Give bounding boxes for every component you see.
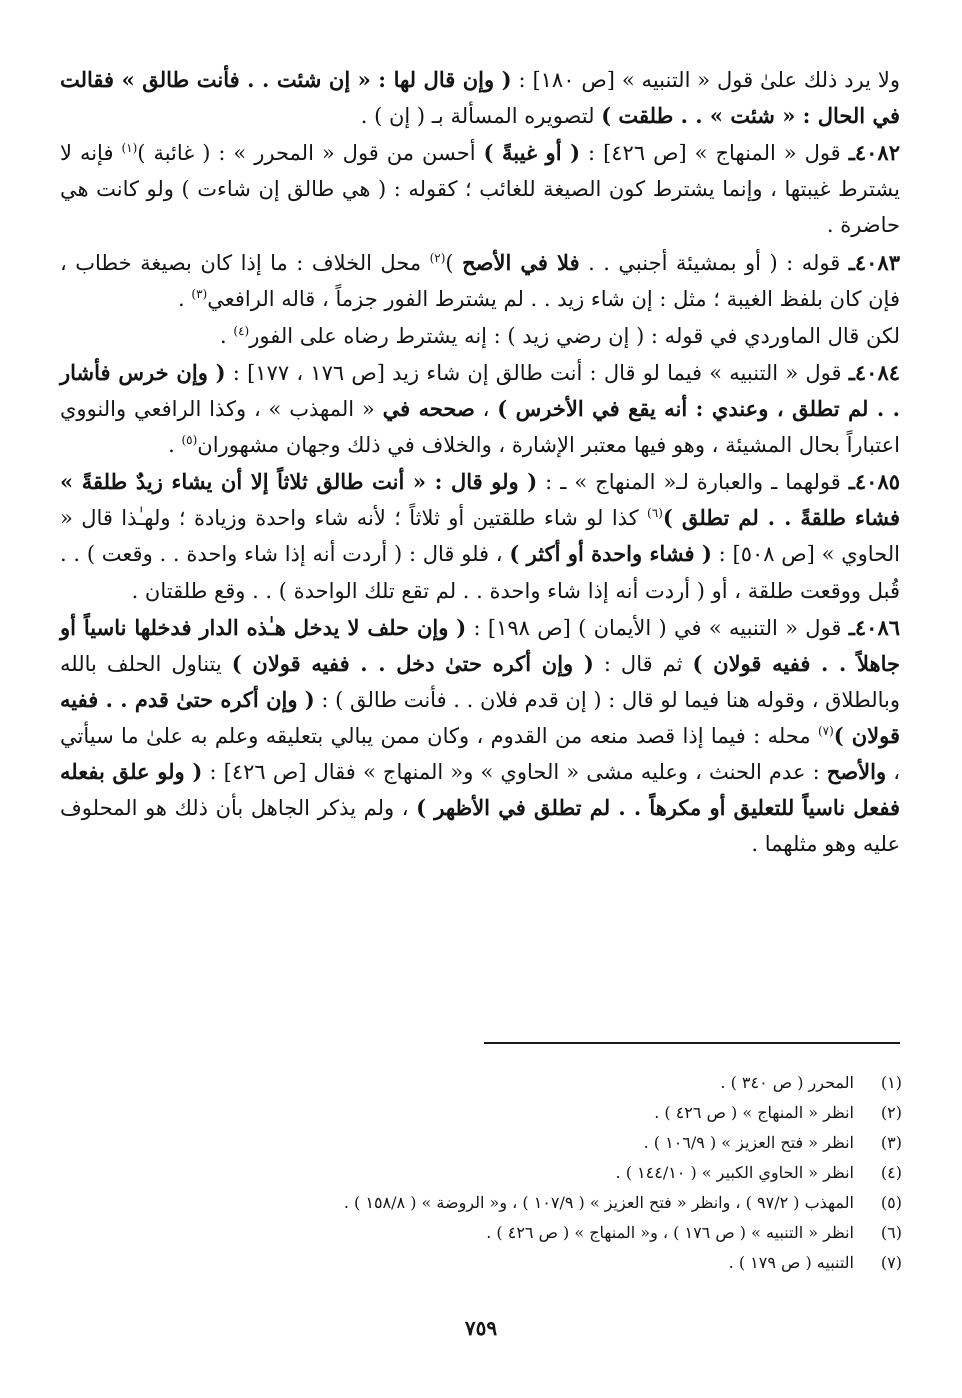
footnote-text: المهذب ( ٩٧/٢ ) ، وانظر « فتح العزيز » ( ١٠٧/٩ ) ، و« الروضة » ( ١٥٨/٨ ) .: [343, 1193, 854, 1212]
paragraph-number: ٤٠٨٢ـ: [848, 140, 900, 166]
footnote-text: انظر « الحاوي الكبير » ( ١٤٤/١٠ ) .: [615, 1163, 854, 1182]
paragraph-4084: [60, 355, 900, 463]
text-run: قول « التنبيه » فيما لو قال : أنت طالق إن شاء زيد [ص ١٧٦ ، ١٧٧] :: [225, 360, 849, 385]
bold-quote: ( وإن خرس فأشار . . لم تطلق ، وعندي : أنه يقع في الأخرس ): [60, 359, 900, 421]
footnote-text: انظر « فتح العزيز » ( ١٠٦/٩ ) .: [643, 1133, 854, 1152]
footnote-item: [62, 1068, 902, 1098]
text-run: ولا يرد ذلك علىٰ قول « التنبيه » [ص ١٨٠] :: [511, 68, 900, 92]
footnote-ref[interactable]: (٢): [429, 250, 446, 265]
footnote-number: (٤): [880, 1163, 902, 1182]
text-run: ،: [474, 396, 498, 421]
footnote-text: انظر « التنبيه » ( ص ١٧٦ ) ، و« المنهاج » ( ص ٤٢٦ ) .: [486, 1223, 854, 1242]
footnote-divider: [484, 1042, 900, 1044]
footnote-item: [62, 1248, 902, 1278]
bold-quote: ( فشاء واحدة أو أكثر ): [509, 541, 712, 567]
text-run: أحسن من قول « المحرر » : ( غائبة ): [137, 141, 484, 166]
bold-quote: ( ولو علق بفعله ففعل ناسياً للتعليق أو مكرهاً . . لم تطلق في الأظهر ): [60, 759, 900, 821]
text-run: ، ولم يذكر الجاهل بأن ذلك هو المحلوف عليه وهو مثلهما .: [60, 796, 900, 857]
footnote-text: التنبيه ( ص ١٧٩ ) .: [728, 1253, 854, 1272]
paragraph-4082: [60, 135, 900, 243]
text-run: ثم قال :: [593, 651, 693, 676]
text-run: .: [178, 286, 192, 311]
text-run: لتصويره المسألة بـ ( إن ) .: [360, 104, 602, 129]
bold-quote: فلا في الأصح: [462, 249, 580, 275]
paragraph-4086: [60, 610, 900, 863]
text-run: يتناول الحلف بالله وبالطلاق ، وقوله هنا فيما لو قال : ( إن قدم فلان . . فأنت طالق ) :: [60, 651, 900, 712]
text-run: قول « المنهاج » [ص ٤٢٦] :: [580, 141, 849, 166]
paragraph-number: ٤٠٨٦ـ: [848, 614, 901, 640]
footnote-ref[interactable]: (١): [121, 141, 138, 156]
paragraph-4083: [60, 245, 900, 317]
text-run: ): [445, 250, 463, 275]
footnote-ref[interactable]: (٤): [233, 323, 250, 338]
text-run: كذا لو شاء طلقتين أو ثلاثاً ؛ لأنه شاء واحدة وزيادة ؛ ولهـٰذا قال « الحاوي » [ص ٥٠٨] :: [60, 506, 900, 567]
page-number: ٧٥٩: [464, 1316, 498, 1340]
footnote-item: [62, 1098, 902, 1128]
footnotes-list: [62, 1068, 902, 1278]
text-run: .: [168, 433, 182, 458]
bold-quote: ( وإن أكره حتىٰ دخل . . ففيه قولان ): [231, 650, 594, 676]
bold-quote: صححه في: [382, 395, 475, 421]
footnote-text: انظر « المنهاج » ( ص ٤٢٦ ) .: [654, 1103, 854, 1122]
footnote-ref[interactable]: (٣): [191, 286, 208, 301]
page: [60, 62, 900, 862]
footnote-text: المحرر ( ص ٣٤٠ ) .: [720, 1073, 854, 1092]
bold-quote: ( وإن قال لها : « إن شئت . . فأنت طالق » فقالت في الحال : « شئت » . . طلقت ): [60, 67, 900, 129]
footnote-item: [62, 1218, 902, 1248]
paragraph-4083-cont: [60, 318, 900, 354]
text-run: « المهذب » ، وكذا الرافعي والنووي اعتباراً بحال المشيئة ، وهو فيها معتبر الإشارة ، والخلاف في ذلك وجهان مشهوران: [60, 396, 900, 458]
text-run: ، فلو قال : ( أردت أنه إذا شاء واحدة . . وقعت ) . . قُبل ووقعت طلقة ، أو ( أردت أنه إذا شاء واحدة . . لم تقع تلك الواحدة ) . . وقع طلقتان .: [60, 542, 900, 603]
text-run: محل الخلاف : ما إذا كان بصيغة خطاب ، فإن كان بلفظ الغيبة ؛ مثل : إن شاء زيد . . لم يشترط الفور جزماً ، قاله الرافعي: [60, 250, 900, 311]
bold-quote: ( وإن أكره حتىٰ قدم . . ففيه قولان ): [60, 686, 900, 748]
footnote-number: (٧): [880, 1253, 902, 1272]
text-run: لكن قال الماوردي في قوله : ( إن رضي زيد ) : إنه يشترط رضاه على الفور: [249, 323, 900, 348]
bold-quote: ( ولو قال : « أنت طالق ثلاثاً إلا أن يشاء زيدٌ طلقةً » فشاء طلقةً . . لم تطلق ): [60, 469, 900, 531]
footnote-ref[interactable]: (٥): [181, 433, 198, 448]
text-run: .: [220, 323, 234, 348]
text-run: قوله : ( أو بمشيئة أجنبي . .: [579, 250, 849, 275]
footnote-ref[interactable]: (٧): [817, 723, 834, 738]
footnote-number: (٥): [880, 1193, 902, 1212]
bold-quote: ( وإن حلف لا يدخل هـٰذه الدار فدخلها ناسياً أو جاهلاً . . ففيه قولان ): [60, 614, 901, 676]
text-run: محله : فيما إذا قصد منعه من القدوم ، وكان ممن يبالي بتعليقه وعلم به علىٰ ما سيأتي ،: [60, 723, 901, 785]
footnote-number: (١): [880, 1073, 902, 1092]
text-run: فإنه لا يشترط غيبتها ، وإنما يشترط كون الصيغة للغائب ؛ كقوله : ( هي طالق إن شاءت ) ولو كانت هي حاضرة .: [60, 141, 900, 238]
paragraph-continuation: [60, 62, 900, 134]
bold-quote: والأصح: [826, 759, 887, 785]
main-text: [60, 62, 900, 862]
footnote-number: (٦): [880, 1223, 902, 1242]
footnote-item: [62, 1128, 902, 1158]
text-run: : عدم الحنث ، وعليه مشى « الحاوي » و« المنهاج » فقال [ص ٤٢٦] :: [202, 760, 827, 785]
paragraph-number: ٤٠٨٣ـ: [848, 249, 900, 275]
footnote-item: [62, 1188, 902, 1218]
bold-quote: ( أو غيبةً ): [483, 140, 581, 166]
footnote-number: (٣): [880, 1133, 902, 1152]
footnote-item: [62, 1158, 902, 1188]
paragraph-number: ٤٠٨٥ـ: [848, 469, 901, 495]
text-run: قول « التنبيه » في ( الأيمان ) [ص ١٩٨] :: [466, 615, 849, 640]
text-run: قولهما ـ والعبارة لـ« المنهاج » ـ :: [537, 470, 849, 495]
paragraph-4085: [60, 464, 900, 608]
footnote-number: (٢): [880, 1103, 902, 1122]
paragraph-number: ٤٠٨٤ـ: [848, 359, 901, 385]
footnote-ref[interactable]: (٦): [647, 506, 663, 521]
